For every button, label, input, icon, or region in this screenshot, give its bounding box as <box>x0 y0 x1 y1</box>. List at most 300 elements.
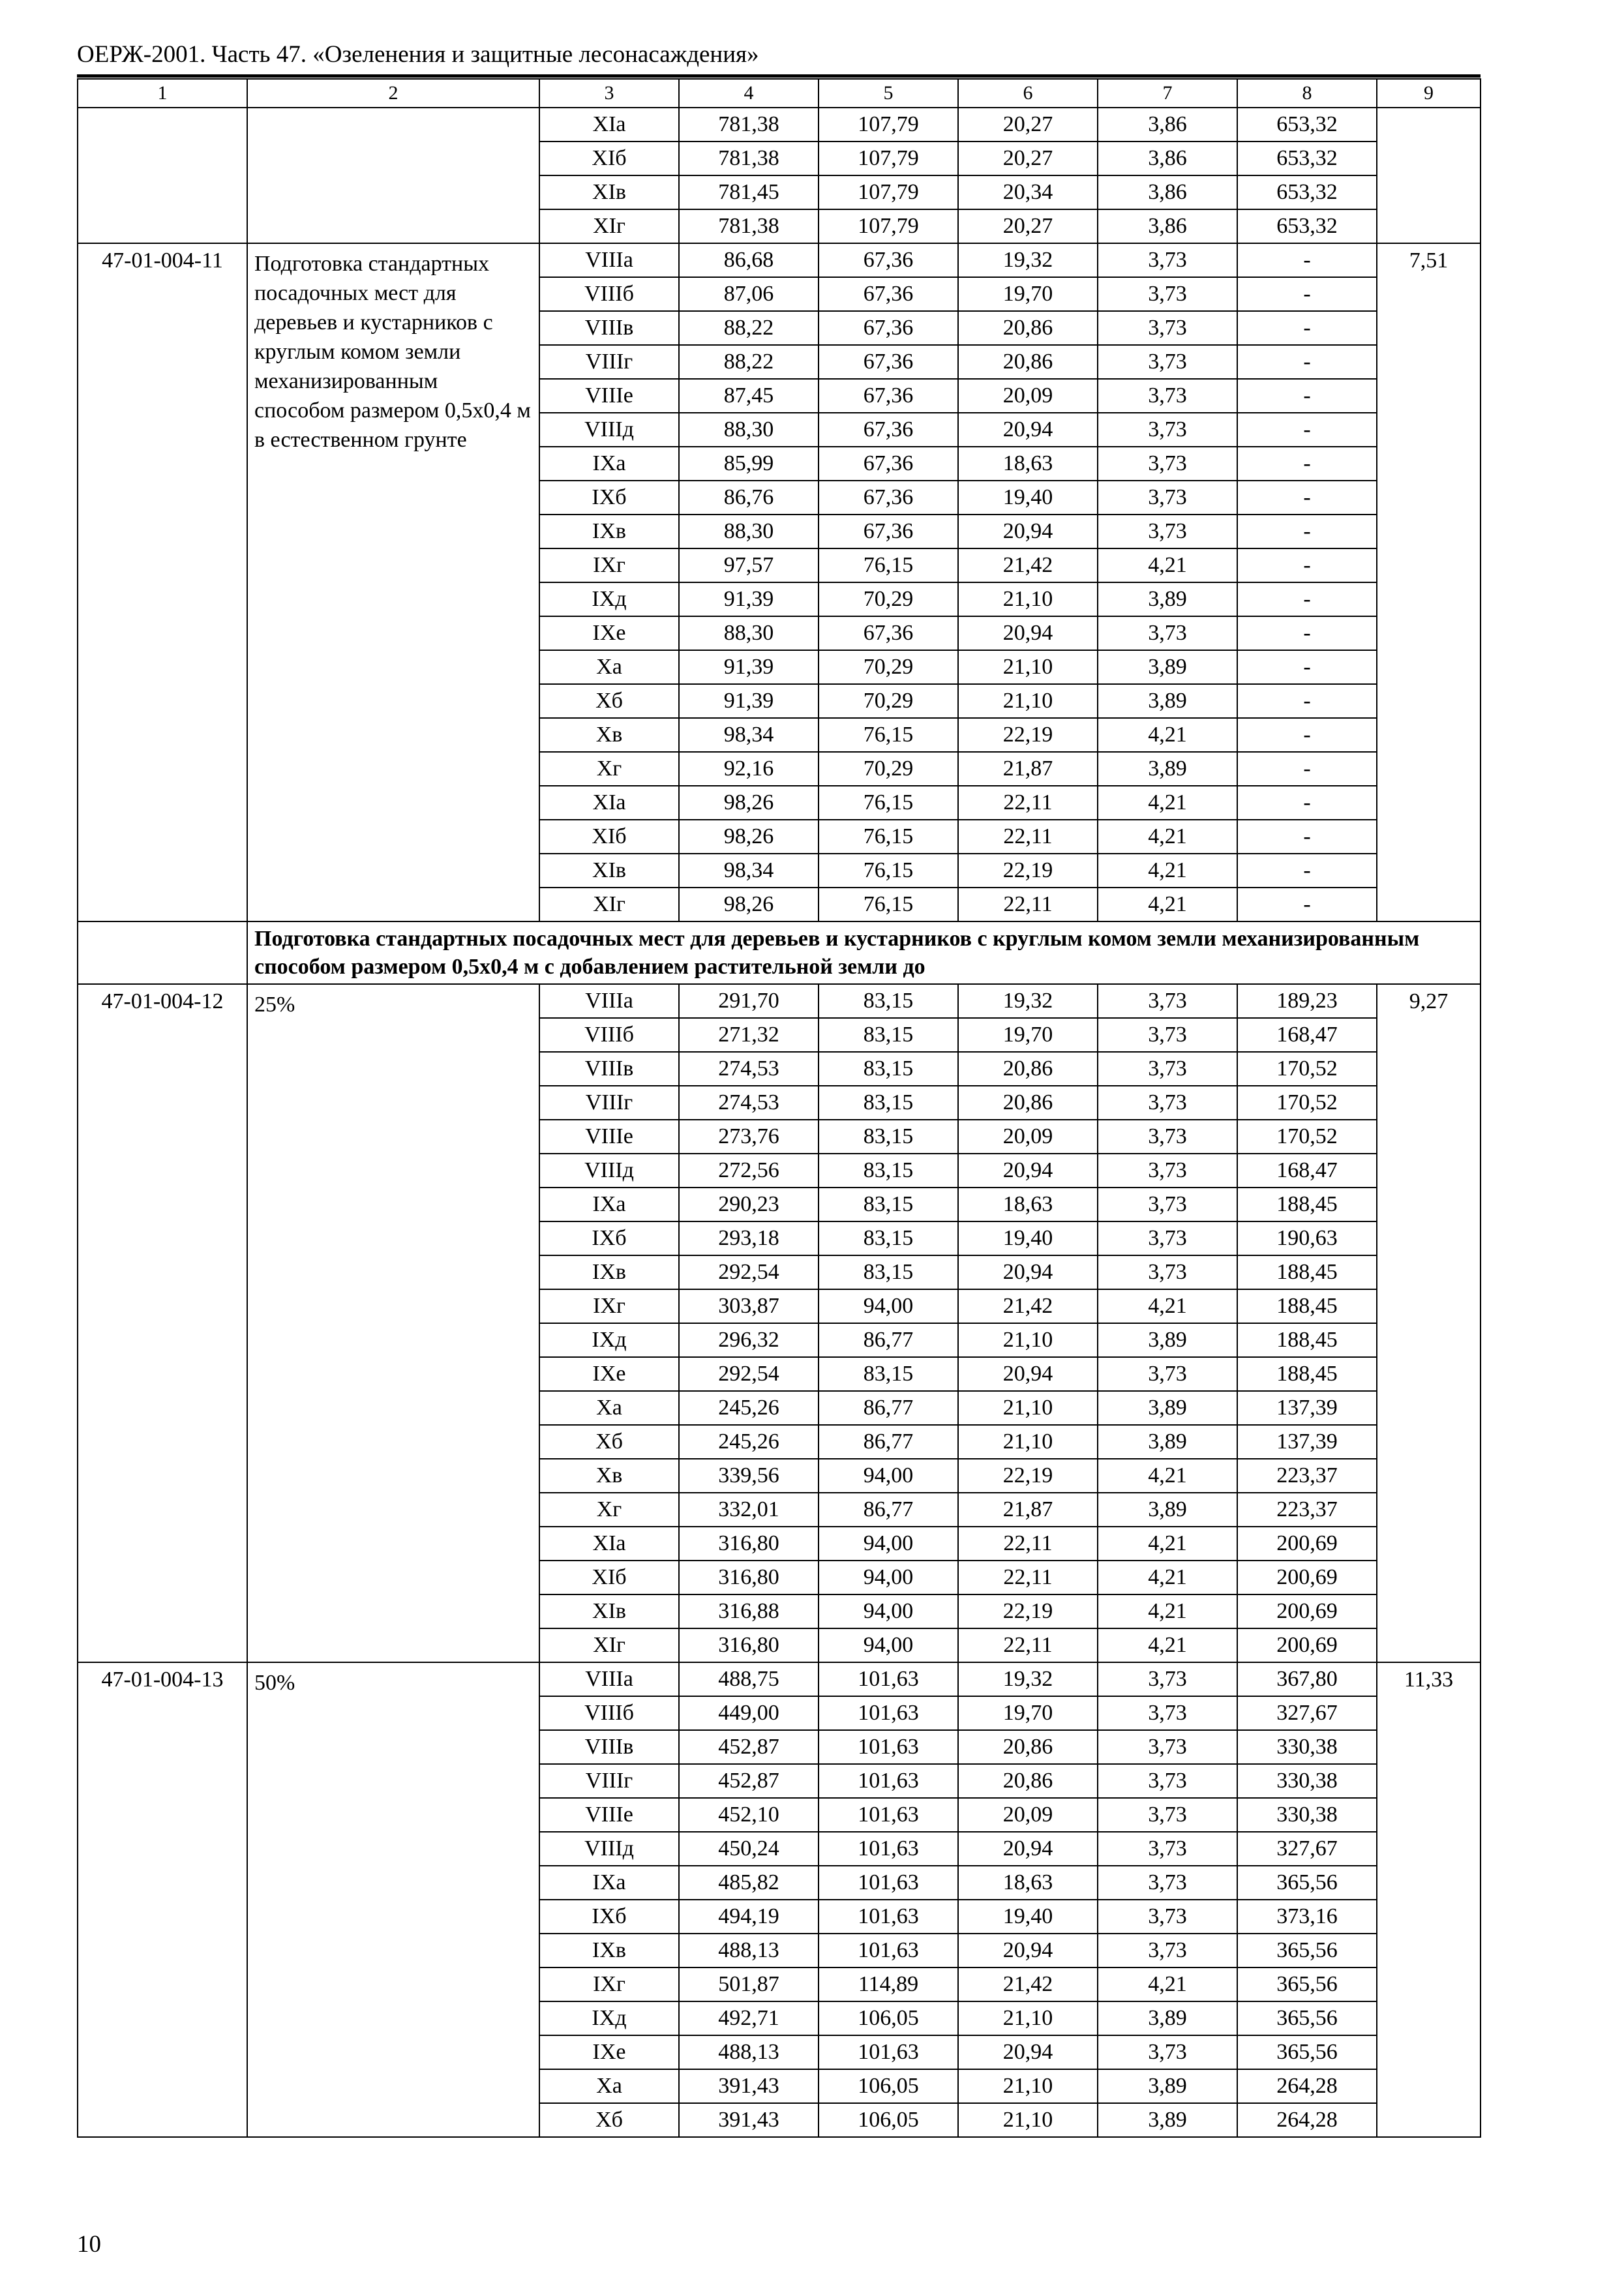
total-cost-cell: 92,16 <box>679 752 819 786</box>
code-cell: 47-01-004-12 <box>78 984 247 1662</box>
machines-cost-cell: 19,70 <box>958 1696 1098 1730</box>
zone-cell: XIв <box>539 1594 679 1628</box>
zone-cell: VIIIг <box>539 1086 679 1120</box>
operator-wages-cell: 3,89 <box>1098 2069 1237 2103</box>
materials-cost-cell: 168,47 <box>1237 1018 1377 1052</box>
operator-wages-cell: 3,73 <box>1098 1018 1237 1052</box>
column-number: 6 <box>958 79 1098 108</box>
zone-cell: IXв <box>539 1934 679 1967</box>
machines-cost-cell: 19,32 <box>958 243 1098 277</box>
operator-wages-cell: 3,89 <box>1098 684 1237 718</box>
subheading-row <box>78 921 1481 984</box>
labor-cost-cell: 67,36 <box>819 447 958 481</box>
materials-cost-cell: 170,52 <box>1237 1086 1377 1120</box>
operator-wages-cell: 3,73 <box>1098 1086 1237 1120</box>
operator-wages-cell: 3,73 <box>1098 1357 1237 1391</box>
column-number: 1 <box>78 79 247 108</box>
materials-cost-cell: 189,23 <box>1237 984 1377 1018</box>
description-cell: 25% <box>247 984 539 1662</box>
labor-cost-cell: 83,15 <box>819 1255 958 1289</box>
materials-cost-cell: 653,32 <box>1237 175 1377 209</box>
materials-cost-cell: - <box>1237 243 1377 277</box>
labor-cost-cell: 101,63 <box>819 1900 958 1934</box>
total-cost-cell: 449,00 <box>679 1696 819 1730</box>
operator-wages-cell: 4,21 <box>1098 786 1237 820</box>
machines-cost-cell: 19,40 <box>958 1900 1098 1934</box>
machines-cost-cell: 20,94 <box>958 2035 1098 2069</box>
labor-cost-cell: 94,00 <box>819 1527 958 1561</box>
labor-cost-cell: 101,63 <box>819 1934 958 1967</box>
machines-cost-cell: 20,94 <box>958 1154 1098 1188</box>
table-row <box>78 243 1481 277</box>
column-number: 9 <box>1377 79 1481 108</box>
total-cost-cell: 332,01 <box>679 1493 819 1527</box>
labor-cost-cell: 76,15 <box>819 854 958 888</box>
total-cost-cell: 88,30 <box>679 413 819 447</box>
labor-cost-cell: 76,15 <box>819 888 958 921</box>
machines-cost-cell: 20,09 <box>958 1120 1098 1154</box>
materials-cost-cell: - <box>1237 311 1377 345</box>
zone-cell: VIIIе <box>539 1120 679 1154</box>
machines-cost-cell: 18,63 <box>958 1866 1098 1900</box>
total-cost-cell: 494,19 <box>679 1900 819 1934</box>
labor-cost-cell: 67,36 <box>819 277 958 311</box>
labor-cost-cell: 101,63 <box>819 1764 958 1798</box>
machines-cost-cell: 21,42 <box>958 1289 1098 1323</box>
operator-wages-cell: 4,21 <box>1098 1967 1237 2001</box>
zone-cell: VIIIг <box>539 345 679 379</box>
total-cost-cell: 391,43 <box>679 2069 819 2103</box>
materials-cost-cell: 188,45 <box>1237 1289 1377 1323</box>
total-cost-cell: 296,32 <box>679 1323 819 1357</box>
operator-wages-cell: 3,89 <box>1098 582 1237 616</box>
labor-cost-cell: 94,00 <box>819 1459 958 1493</box>
labor-cost-cell: 76,15 <box>819 820 958 854</box>
zone-cell: IXб <box>539 1221 679 1255</box>
operator-wages-cell: 3,73 <box>1098 1798 1237 1832</box>
materials-cost-cell: 223,37 <box>1237 1493 1377 1527</box>
total-cost-cell: 272,56 <box>679 1154 819 1188</box>
operator-wages-cell: 3,86 <box>1098 108 1237 142</box>
zone-cell: VIIIд <box>539 1832 679 1866</box>
machines-cost-cell: 19,70 <box>958 277 1098 311</box>
operator-wages-cell: 4,21 <box>1098 1459 1237 1493</box>
total-cost-cell: 781,38 <box>679 142 819 175</box>
code-cell <box>78 108 247 243</box>
operator-wages-cell: 3,73 <box>1098 1696 1237 1730</box>
machines-cost-cell: 21,10 <box>958 650 1098 684</box>
machines-cost-cell: 20,86 <box>958 1764 1098 1798</box>
machines-cost-cell: 22,11 <box>958 1628 1098 1662</box>
operator-wages-cell: 3,73 <box>1098 1154 1237 1188</box>
materials-cost-cell: 373,16 <box>1237 1900 1377 1934</box>
machines-cost-cell: 20,86 <box>958 1730 1098 1764</box>
operator-wages-cell: 3,86 <box>1098 209 1237 243</box>
total-cost-cell: 274,53 <box>679 1086 819 1120</box>
materials-cost-cell: 170,52 <box>1237 1052 1377 1086</box>
zone-cell: VIIIе <box>539 1798 679 1832</box>
machines-cost-cell: 19,40 <box>958 481 1098 515</box>
operator-wages-cell: 3,73 <box>1098 1866 1237 1900</box>
total-cost-cell: 450,24 <box>679 1832 819 1866</box>
operator-wages-cell: 3,89 <box>1098 1493 1237 1527</box>
total-cost-cell: 316,80 <box>679 1527 819 1561</box>
operator-wages-cell: 3,89 <box>1098 1425 1237 1459</box>
column-number: 5 <box>819 79 958 108</box>
labor-cost-cell: 101,63 <box>819 1832 958 1866</box>
materials-cost-cell: 200,69 <box>1237 1561 1377 1594</box>
operator-wages-cell: 3,73 <box>1098 379 1237 413</box>
labor-cost-cell: 101,63 <box>819 1866 958 1900</box>
machines-cost-cell: 21,10 <box>958 1323 1098 1357</box>
labor-cost-cell: 76,15 <box>819 548 958 582</box>
materials-cost-cell: - <box>1237 888 1377 921</box>
labor-cost-cell: 106,05 <box>819 2069 958 2103</box>
operator-wages-cell: 4,21 <box>1098 1561 1237 1594</box>
operator-wages-cell: 3,73 <box>1098 1120 1237 1154</box>
materials-cost-cell: 365,56 <box>1237 1866 1377 1900</box>
total-cost-cell: 97,57 <box>679 548 819 582</box>
labor-cost-cell: 101,63 <box>819 1798 958 1832</box>
total-cost-cell: 316,88 <box>679 1594 819 1628</box>
zone-cell: XIг <box>539 888 679 921</box>
zone-cell: XIа <box>539 108 679 142</box>
materials-cost-cell: - <box>1237 718 1377 752</box>
zone-cell: Xб <box>539 2103 679 2137</box>
zone-cell: XIб <box>539 1561 679 1594</box>
zone-cell: IXе <box>539 2035 679 2069</box>
total-cost-cell: 91,39 <box>679 582 819 616</box>
total-cost-cell: 88,30 <box>679 515 819 548</box>
zone-cell: VIIIб <box>539 1018 679 1052</box>
operator-wages-cell: 3,73 <box>1098 1052 1237 1086</box>
total-cost-cell: 274,53 <box>679 1052 819 1086</box>
machines-cost-cell: 20,27 <box>958 142 1098 175</box>
total-cost-cell: 781,38 <box>679 108 819 142</box>
zone-cell: Xб <box>539 1425 679 1459</box>
rate-cell: 9,27 <box>1377 984 1481 1662</box>
zone-cell: XIв <box>539 175 679 209</box>
labor-cost-cell: 101,63 <box>819 1730 958 1764</box>
materials-cost-cell: 330,38 <box>1237 1730 1377 1764</box>
operator-wages-cell: 3,73 <box>1098 1221 1237 1255</box>
operator-wages-cell: 3,73 <box>1098 481 1237 515</box>
materials-cost-cell: 190,63 <box>1237 1221 1377 1255</box>
machines-cost-cell: 20,86 <box>958 1086 1098 1120</box>
labor-cost-cell: 83,15 <box>819 1120 958 1154</box>
zone-cell: Xв <box>539 718 679 752</box>
total-cost-cell: 452,87 <box>679 1764 819 1798</box>
machines-cost-cell: 22,19 <box>958 718 1098 752</box>
total-cost-cell: 339,56 <box>679 1459 819 1493</box>
operator-wages-cell: 4,21 <box>1098 1628 1237 1662</box>
column-number: 8 <box>1237 79 1377 108</box>
materials-cost-cell: 365,56 <box>1237 1934 1377 1967</box>
total-cost-cell: 781,45 <box>679 175 819 209</box>
materials-cost-cell: 653,32 <box>1237 209 1377 243</box>
total-cost-cell: 290,23 <box>679 1188 819 1221</box>
operator-wages-cell: 4,21 <box>1098 1594 1237 1628</box>
materials-cost-cell: 327,67 <box>1237 1832 1377 1866</box>
total-cost-cell: 452,10 <box>679 1798 819 1832</box>
column-number: 7 <box>1098 79 1237 108</box>
zone-cell: IXд <box>539 582 679 616</box>
operator-wages-cell: 3,73 <box>1098 413 1237 447</box>
labor-cost-cell: 94,00 <box>819 1289 958 1323</box>
machines-cost-cell: 19,40 <box>958 1221 1098 1255</box>
total-cost-cell: 91,39 <box>679 650 819 684</box>
labor-cost-cell: 67,36 <box>819 515 958 548</box>
labor-cost-cell: 67,36 <box>819 379 958 413</box>
zone-cell: IXб <box>539 481 679 515</box>
machines-cost-cell: 21,87 <box>958 752 1098 786</box>
labor-cost-cell: 101,63 <box>819 2035 958 2069</box>
zone-cell: XIб <box>539 820 679 854</box>
machines-cost-cell: 19,32 <box>958 984 1098 1018</box>
labor-cost-cell: 107,79 <box>819 175 958 209</box>
labor-cost-cell: 94,00 <box>819 1561 958 1594</box>
materials-cost-cell: 264,28 <box>1237 2069 1377 2103</box>
machines-cost-cell: 21,87 <box>958 1493 1098 1527</box>
zone-cell: IXв <box>539 515 679 548</box>
total-cost-cell: 391,43 <box>679 2103 819 2137</box>
total-cost-cell: 485,82 <box>679 1866 819 1900</box>
total-cost-cell: 781,38 <box>679 209 819 243</box>
zone-cell: IXг <box>539 548 679 582</box>
rates-table <box>77 78 1481 2138</box>
materials-cost-cell: 137,39 <box>1237 1425 1377 1459</box>
materials-cost-cell: 264,28 <box>1237 2103 1377 2137</box>
materials-cost-cell: - <box>1237 481 1377 515</box>
total-cost-cell: 291,70 <box>679 984 819 1018</box>
machines-cost-cell: 22,11 <box>958 786 1098 820</box>
zone-cell: XIв <box>539 854 679 888</box>
materials-cost-cell: 367,80 <box>1237 1662 1377 1696</box>
operator-wages-cell: 4,21 <box>1098 1289 1237 1323</box>
materials-cost-cell: - <box>1237 786 1377 820</box>
column-numbers-row <box>78 79 1481 108</box>
materials-cost-cell: 170,52 <box>1237 1120 1377 1154</box>
table-row <box>78 1662 1481 1696</box>
total-cost-cell: 88,22 <box>679 345 819 379</box>
document-header <box>77 38 1481 78</box>
materials-cost-cell: - <box>1237 379 1377 413</box>
labor-cost-cell: 83,15 <box>819 1357 958 1391</box>
column-number: 3 <box>539 79 679 108</box>
labor-cost-cell: 76,15 <box>819 786 958 820</box>
total-cost-cell: 87,06 <box>679 277 819 311</box>
materials-cost-cell: 365,56 <box>1237 2001 1377 2035</box>
table-body <box>78 79 1481 2137</box>
machines-cost-cell: 20,09 <box>958 379 1098 413</box>
machines-cost-cell: 20,27 <box>958 209 1098 243</box>
page-number: 10 <box>77 2231 101 2258</box>
rate-cell <box>1377 108 1481 243</box>
code-cell: 47-01-004-11 <box>78 243 247 921</box>
zone-cell: VIIIа <box>539 1662 679 1696</box>
total-cost-cell: 86,76 <box>679 481 819 515</box>
zone-cell: VIIIб <box>539 1696 679 1730</box>
operator-wages-cell: 3,89 <box>1098 1323 1237 1357</box>
machines-cost-cell: 20,27 <box>958 108 1098 142</box>
zone-cell: Xа <box>539 2069 679 2103</box>
operator-wages-cell: 3,73 <box>1098 345 1237 379</box>
machines-cost-cell: 19,70 <box>958 1018 1098 1052</box>
machines-cost-cell: 21,42 <box>958 548 1098 582</box>
description-cell: 50% <box>247 1662 539 2137</box>
materials-cost-cell: - <box>1237 854 1377 888</box>
machines-cost-cell: 21,10 <box>958 1391 1098 1425</box>
materials-cost-cell: - <box>1237 616 1377 650</box>
machines-cost-cell: 22,11 <box>958 888 1098 921</box>
machines-cost-cell: 20,94 <box>958 616 1098 650</box>
materials-cost-cell: - <box>1237 752 1377 786</box>
machines-cost-cell: 20,09 <box>958 1798 1098 1832</box>
description-cell <box>247 108 539 243</box>
operator-wages-cell: 3,89 <box>1098 752 1237 786</box>
labor-cost-cell: 67,36 <box>819 616 958 650</box>
zone-cell: VIIIв <box>539 1730 679 1764</box>
zone-cell: Xб <box>539 684 679 718</box>
labor-cost-cell: 114,89 <box>819 1967 958 2001</box>
operator-wages-cell: 3,73 <box>1098 277 1237 311</box>
zone-cell: XIг <box>539 209 679 243</box>
materials-cost-cell: 327,67 <box>1237 1696 1377 1730</box>
total-cost-cell: 98,26 <box>679 820 819 854</box>
total-cost-cell: 303,87 <box>679 1289 819 1323</box>
labor-cost-cell: 83,15 <box>819 1052 958 1086</box>
operator-wages-cell: 3,73 <box>1098 1764 1237 1798</box>
total-cost-cell: 292,54 <box>679 1357 819 1391</box>
machines-cost-cell: 20,94 <box>958 413 1098 447</box>
materials-cost-cell: 653,32 <box>1237 108 1377 142</box>
zone-cell: XIа <box>539 1527 679 1561</box>
materials-cost-cell: 188,45 <box>1237 1357 1377 1391</box>
operator-wages-cell: 3,89 <box>1098 2001 1237 2035</box>
zone-cell: VIIIд <box>539 1154 679 1188</box>
operator-wages-cell: 3,73 <box>1098 1934 1237 1967</box>
total-cost-cell: 293,18 <box>679 1221 819 1255</box>
labor-cost-cell: 70,29 <box>819 684 958 718</box>
machines-cost-cell: 21,10 <box>958 684 1098 718</box>
zone-cell: IXе <box>539 1357 679 1391</box>
total-cost-cell: 98,26 <box>679 888 819 921</box>
total-cost-cell: 98,26 <box>679 786 819 820</box>
machines-cost-cell: 20,94 <box>958 1255 1098 1289</box>
operator-wages-cell: 3,73 <box>1098 1255 1237 1289</box>
labor-cost-cell: 83,15 <box>819 1018 958 1052</box>
materials-cost-cell: 137,39 <box>1237 1391 1377 1425</box>
operator-wages-cell: 3,86 <box>1098 142 1237 175</box>
labor-cost-cell: 86,77 <box>819 1493 958 1527</box>
labor-cost-cell: 86,77 <box>819 1425 958 1459</box>
zone-cell: Xа <box>539 1391 679 1425</box>
zone-cell: IXа <box>539 1866 679 1900</box>
labor-cost-cell: 106,05 <box>819 2001 958 2035</box>
table-row <box>78 984 1481 1018</box>
materials-cost-cell: - <box>1237 345 1377 379</box>
total-cost-cell: 245,26 <box>679 1425 819 1459</box>
labor-cost-cell: 101,63 <box>819 1662 958 1696</box>
machines-cost-cell: 20,94 <box>958 1832 1098 1866</box>
operator-wages-cell: 4,21 <box>1098 1527 1237 1561</box>
zone-cell: Xг <box>539 752 679 786</box>
zone-cell: VIIIв <box>539 311 679 345</box>
labor-cost-cell: 67,36 <box>819 243 958 277</box>
materials-cost-cell: 653,32 <box>1237 142 1377 175</box>
header-rule <box>77 74 1481 78</box>
labor-cost-cell: 67,36 <box>819 413 958 447</box>
machines-cost-cell: 20,94 <box>958 515 1098 548</box>
total-cost-cell: 316,80 <box>679 1561 819 1594</box>
zone-cell: XIа <box>539 786 679 820</box>
machines-cost-cell: 18,63 <box>958 1188 1098 1221</box>
zone-cell: IXд <box>539 1323 679 1357</box>
zone-cell: VIIIа <box>539 243 679 277</box>
materials-cost-cell: 365,56 <box>1237 1967 1377 2001</box>
materials-cost-cell: 330,38 <box>1237 1764 1377 1798</box>
labor-cost-cell: 94,00 <box>819 1628 958 1662</box>
total-cost-cell: 91,39 <box>679 684 819 718</box>
labor-cost-cell: 83,15 <box>819 1188 958 1221</box>
materials-cost-cell: 200,69 <box>1237 1594 1377 1628</box>
machines-cost-cell: 20,86 <box>958 1052 1098 1086</box>
total-cost-cell: 501,87 <box>679 1967 819 2001</box>
column-number: 2 <box>247 79 539 108</box>
total-cost-cell: 88,22 <box>679 311 819 345</box>
rate-cell: 7,51 <box>1377 243 1481 921</box>
zone-cell: VIIIб <box>539 277 679 311</box>
total-cost-cell: 316,80 <box>679 1628 819 1662</box>
labor-cost-cell: 67,36 <box>819 311 958 345</box>
labor-cost-cell: 94,00 <box>819 1594 958 1628</box>
machines-cost-cell: 22,19 <box>958 854 1098 888</box>
labor-cost-cell: 83,15 <box>819 1154 958 1188</box>
total-cost-cell: 488,13 <box>679 1934 819 1967</box>
labor-cost-cell: 86,77 <box>819 1323 958 1357</box>
operator-wages-cell: 4,21 <box>1098 548 1237 582</box>
total-cost-cell: 452,87 <box>679 1730 819 1764</box>
labor-cost-cell: 86,77 <box>819 1391 958 1425</box>
materials-cost-cell: - <box>1237 515 1377 548</box>
materials-cost-cell: - <box>1237 277 1377 311</box>
materials-cost-cell: 188,45 <box>1237 1323 1377 1357</box>
labor-cost-cell: 70,29 <box>819 582 958 616</box>
materials-cost-cell: - <box>1237 548 1377 582</box>
operator-wages-cell: 3,73 <box>1098 1188 1237 1221</box>
materials-cost-cell: 188,45 <box>1237 1255 1377 1289</box>
operator-wages-cell: 3,73 <box>1098 515 1237 548</box>
zone-cell: IXг <box>539 1967 679 2001</box>
materials-cost-cell: - <box>1237 650 1377 684</box>
total-cost-cell: 271,32 <box>679 1018 819 1052</box>
materials-cost-cell: 223,37 <box>1237 1459 1377 1493</box>
operator-wages-cell: 3,73 <box>1098 616 1237 650</box>
machines-cost-cell: 18,63 <box>958 447 1098 481</box>
machines-cost-cell: 20,94 <box>958 1934 1098 1967</box>
operator-wages-cell: 3,89 <box>1098 2103 1237 2137</box>
description-cell: Подготовка стандартных посадочных мест для деревьев и кустарников с круглым комом земли механизированным способом размером 0,5х0,4 м в естественном грунте <box>247 243 539 921</box>
operator-wages-cell: 3,86 <box>1098 175 1237 209</box>
zone-cell: IXе <box>539 616 679 650</box>
materials-cost-cell: 188,45 <box>1237 1188 1377 1221</box>
labor-cost-cell: 70,29 <box>819 752 958 786</box>
zone-cell: IXв <box>539 1255 679 1289</box>
labor-cost-cell: 83,15 <box>819 1221 958 1255</box>
labor-cost-cell: 107,79 <box>819 209 958 243</box>
total-cost-cell: 273,76 <box>679 1120 819 1154</box>
zone-cell: Xв <box>539 1459 679 1493</box>
